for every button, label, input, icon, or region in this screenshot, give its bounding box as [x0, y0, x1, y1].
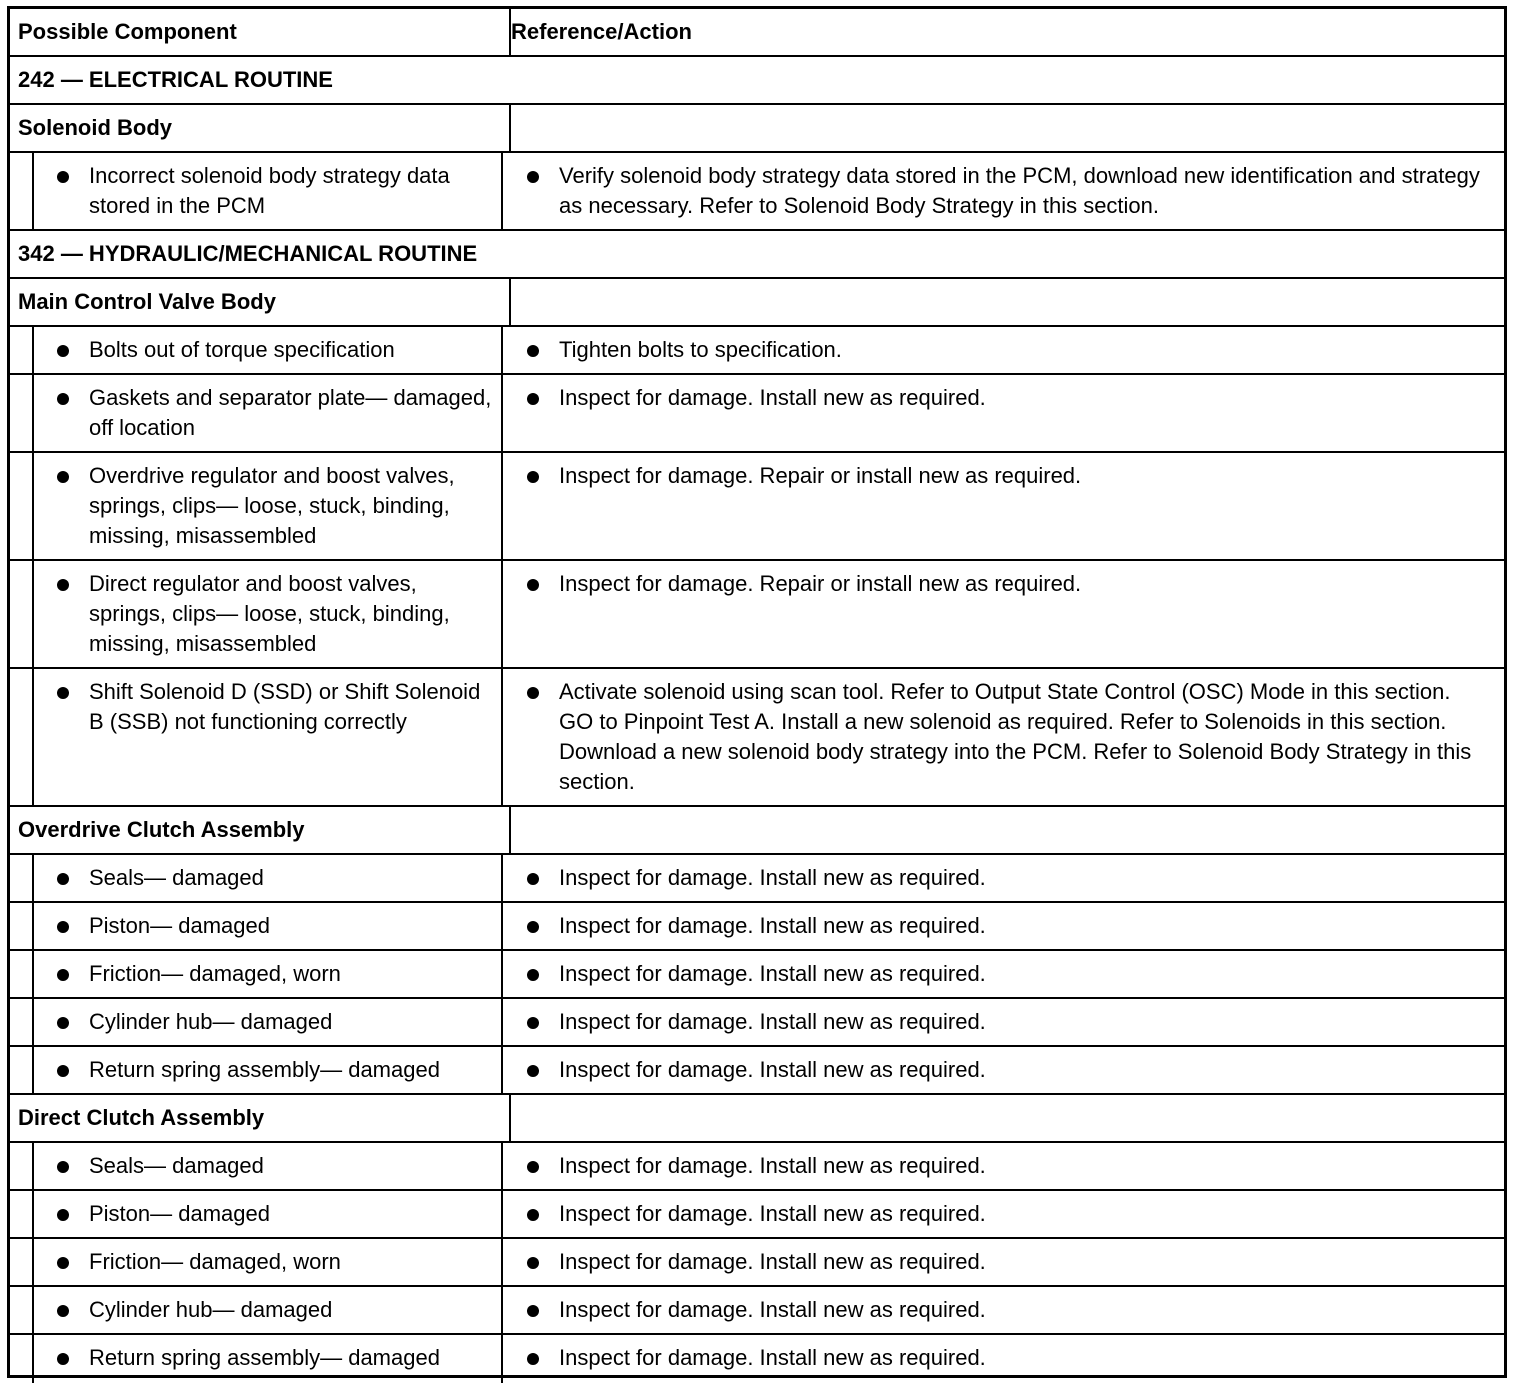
indent-rule — [32, 327, 34, 373]
table-row — [10, 453, 1504, 561]
component-text: Friction— damaged, worn — [89, 961, 341, 986]
bullet-dot-icon — [527, 1161, 539, 1173]
bullet-dot-icon — [527, 171, 539, 183]
table-row — [10, 1047, 1504, 1095]
component-cell — [10, 453, 503, 559]
section-title: 342 — HYDRAULIC/MECHANICAL ROUTINE — [18, 241, 478, 266]
table-row — [10, 561, 1504, 669]
indent-rule — [32, 999, 34, 1045]
component-cell — [10, 375, 503, 451]
bullet-dot-icon — [57, 471, 69, 483]
header-possible-component: Possible Component — [10, 9, 511, 55]
bullet-dot-icon — [527, 393, 539, 405]
action-cell — [503, 903, 1504, 949]
action-cell — [503, 453, 1504, 559]
group-action-empty — [503, 105, 1504, 151]
table-row — [10, 669, 1504, 807]
component-cell — [10, 561, 503, 667]
table-header-row — [10, 9, 1504, 57]
component-text: Cylinder hub— damaged — [89, 1297, 333, 1322]
component-text: Gaskets and separator plate— damaged, off location — [89, 385, 492, 440]
indent-rule — [32, 1287, 34, 1333]
group-title: Overdrive Clutch Assembly — [10, 807, 511, 853]
indent-rule — [32, 1143, 34, 1189]
action-cell — [503, 327, 1504, 373]
action-text: Inspect for damage. Install new as required. — [559, 1057, 986, 1082]
component-cell — [10, 1335, 503, 1383]
component-cell — [10, 855, 503, 901]
component-cell — [10, 153, 503, 229]
indent-rule — [32, 375, 34, 451]
bullet-dot-icon — [57, 1353, 69, 1365]
component-cell — [10, 1287, 503, 1333]
action-text: Verify solenoid body strategy data stored in the PCM, download new identification and strategy as necessary. Refer to Solenoid Body Strategy in this section. — [559, 163, 1480, 218]
component-cell — [10, 903, 503, 949]
component-text: Piston— damaged — [89, 1201, 270, 1226]
component-text: Seals— damaged — [89, 1153, 264, 1178]
action-cell — [503, 375, 1504, 451]
action-text: Inspect for damage. Install new as required. — [559, 385, 986, 410]
component-text: Return spring assembly— damaged — [89, 1345, 440, 1370]
indent-rule — [32, 153, 34, 229]
bullet-dot-icon — [527, 921, 539, 933]
bullet-dot-icon — [527, 1353, 539, 1365]
action-text: Inspect for damage. Repair or install new as required. — [559, 571, 1082, 596]
table-row — [10, 1287, 1504, 1335]
component-cell — [10, 999, 503, 1045]
action-cell — [503, 1335, 1504, 1383]
table-row — [10, 1335, 1504, 1383]
indent-rule — [32, 951, 34, 997]
group-row — [10, 279, 1504, 327]
section-title: 242 — ELECTRICAL ROUTINE — [18, 67, 333, 92]
bullet-dot-icon — [527, 579, 539, 591]
indent-rule — [32, 1335, 34, 1383]
action-cell — [503, 1191, 1504, 1237]
action-cell — [503, 1047, 1504, 1093]
indent-rule — [32, 669, 34, 805]
component-text: Shift Solenoid D (SSD) or Shift Solenoid B (SSB) not functioning correctly — [89, 679, 481, 734]
action-text: Inspect for damage. Install new as required. — [559, 865, 986, 890]
indent-rule — [32, 903, 34, 949]
component-text: Return spring assembly— damaged — [89, 1057, 440, 1082]
group-title: Main Control Valve Body — [10, 279, 511, 325]
bullet-dot-icon — [527, 873, 539, 885]
table-row — [10, 855, 1504, 903]
action-cell — [503, 1143, 1504, 1189]
bullet-dot-icon — [527, 687, 539, 699]
bullet-dot-icon — [57, 1161, 69, 1173]
table-row — [10, 1143, 1504, 1191]
bullet-dot-icon — [527, 345, 539, 357]
group-title: Direct Clutch Assembly — [10, 1095, 511, 1141]
component-text: Direct regulator and boost valves, springs, clips— loose, stuck, binding, missing, misassembled — [89, 571, 450, 656]
action-cell — [503, 561, 1504, 667]
component-cell — [10, 1191, 503, 1237]
component-text: Cylinder hub— damaged — [89, 1009, 333, 1034]
table-row — [10, 999, 1504, 1047]
group-row — [10, 105, 1504, 153]
bullet-dot-icon — [527, 1065, 539, 1077]
table-row — [10, 951, 1504, 999]
table-row — [10, 1191, 1504, 1239]
bullet-dot-icon — [527, 1305, 539, 1317]
bullet-dot-icon — [57, 1209, 69, 1221]
bullet-dot-icon — [527, 969, 539, 981]
table-row — [10, 327, 1504, 375]
bullet-dot-icon — [57, 345, 69, 357]
action-text: Tighten bolts to specification. — [559, 337, 842, 362]
action-text: Inspect for damage. Install new as required. — [559, 1249, 986, 1274]
bullet-dot-icon — [57, 579, 69, 591]
action-cell — [503, 999, 1504, 1045]
component-cell — [10, 1143, 503, 1189]
bullet-dot-icon — [527, 1257, 539, 1269]
group-action-empty — [503, 807, 1504, 853]
bullet-dot-icon — [527, 1209, 539, 1221]
action-cell — [503, 855, 1504, 901]
bullet-dot-icon — [57, 969, 69, 981]
group-row — [10, 807, 1504, 855]
action-text: Inspect for damage. Install new as required. — [559, 961, 986, 986]
action-text: Inspect for damage. Install new as required. — [559, 913, 986, 938]
table-row — [10, 903, 1504, 951]
section-row — [10, 231, 1504, 279]
header-reference-action: Reference/Action — [511, 19, 692, 44]
action-cell — [503, 153, 1504, 229]
component-text: Incorrect solenoid body strategy data stored in the PCM — [89, 163, 450, 218]
indent-rule — [32, 1191, 34, 1237]
component-cell — [10, 951, 503, 997]
bullet-dot-icon — [57, 171, 69, 183]
component-text: Overdrive regulator and boost valves, springs, clips— loose, stuck, binding, missing, misassembled — [89, 463, 455, 548]
bullet-dot-icon — [527, 1017, 539, 1029]
component-cell — [10, 1239, 503, 1285]
component-cell — [10, 1047, 503, 1093]
bullet-dot-icon — [57, 1065, 69, 1077]
bullet-dot-icon — [57, 687, 69, 699]
group-row — [10, 1095, 1504, 1143]
component-cell — [10, 669, 503, 805]
bullet-dot-icon — [57, 1017, 69, 1029]
action-cell — [503, 1287, 1504, 1333]
bullet-dot-icon — [527, 471, 539, 483]
table-row — [10, 153, 1504, 231]
action-text: Inspect for damage. Install new as required. — [559, 1009, 986, 1034]
component-text: Friction— damaged, worn — [89, 1249, 341, 1274]
action-cell — [503, 1239, 1504, 1285]
component-text: Piston— damaged — [89, 913, 270, 938]
indent-rule — [32, 855, 34, 901]
indent-rule — [32, 453, 34, 559]
bullet-dot-icon — [57, 873, 69, 885]
group-title: Solenoid Body — [10, 105, 511, 151]
component-cell — [10, 327, 503, 373]
action-cell — [503, 951, 1504, 997]
action-text: Activate solenoid using scan tool. Refer to Output State Control (OSC) Mode in this section. GO to Pinpoint Test A. Install a new solenoid as required. Refer to Solenoids in this section. Download a new solenoid body strategy into the PCM. Refer to Solenoid Body Strategy in this section. — [559, 679, 1472, 794]
indent-rule — [32, 1047, 34, 1093]
action-text: Inspect for damage. Repair or install new as required. — [559, 463, 1082, 488]
action-text: Inspect for damage. Install new as required. — [559, 1153, 986, 1178]
action-text: Inspect for damage. Install new as required. — [559, 1345, 986, 1370]
section-row — [10, 57, 1504, 105]
bullet-dot-icon — [57, 393, 69, 405]
action-text: Inspect for damage. Install new as required. — [559, 1297, 986, 1322]
action-cell — [503, 669, 1504, 805]
group-action-empty — [503, 1095, 1504, 1141]
group-action-empty — [503, 279, 1504, 325]
bullet-dot-icon — [57, 921, 69, 933]
component-text: Seals— damaged — [89, 865, 264, 890]
indent-rule — [32, 1239, 34, 1285]
indent-rule — [32, 561, 34, 667]
component-text: Bolts out of torque specification — [89, 337, 395, 362]
bullet-dot-icon — [57, 1257, 69, 1269]
action-text: Inspect for damage. Install new as required. — [559, 1201, 986, 1226]
bullet-dot-icon — [57, 1305, 69, 1317]
table-row — [10, 375, 1504, 453]
table-row — [10, 1239, 1504, 1287]
diagnostic-table — [7, 6, 1507, 1378]
